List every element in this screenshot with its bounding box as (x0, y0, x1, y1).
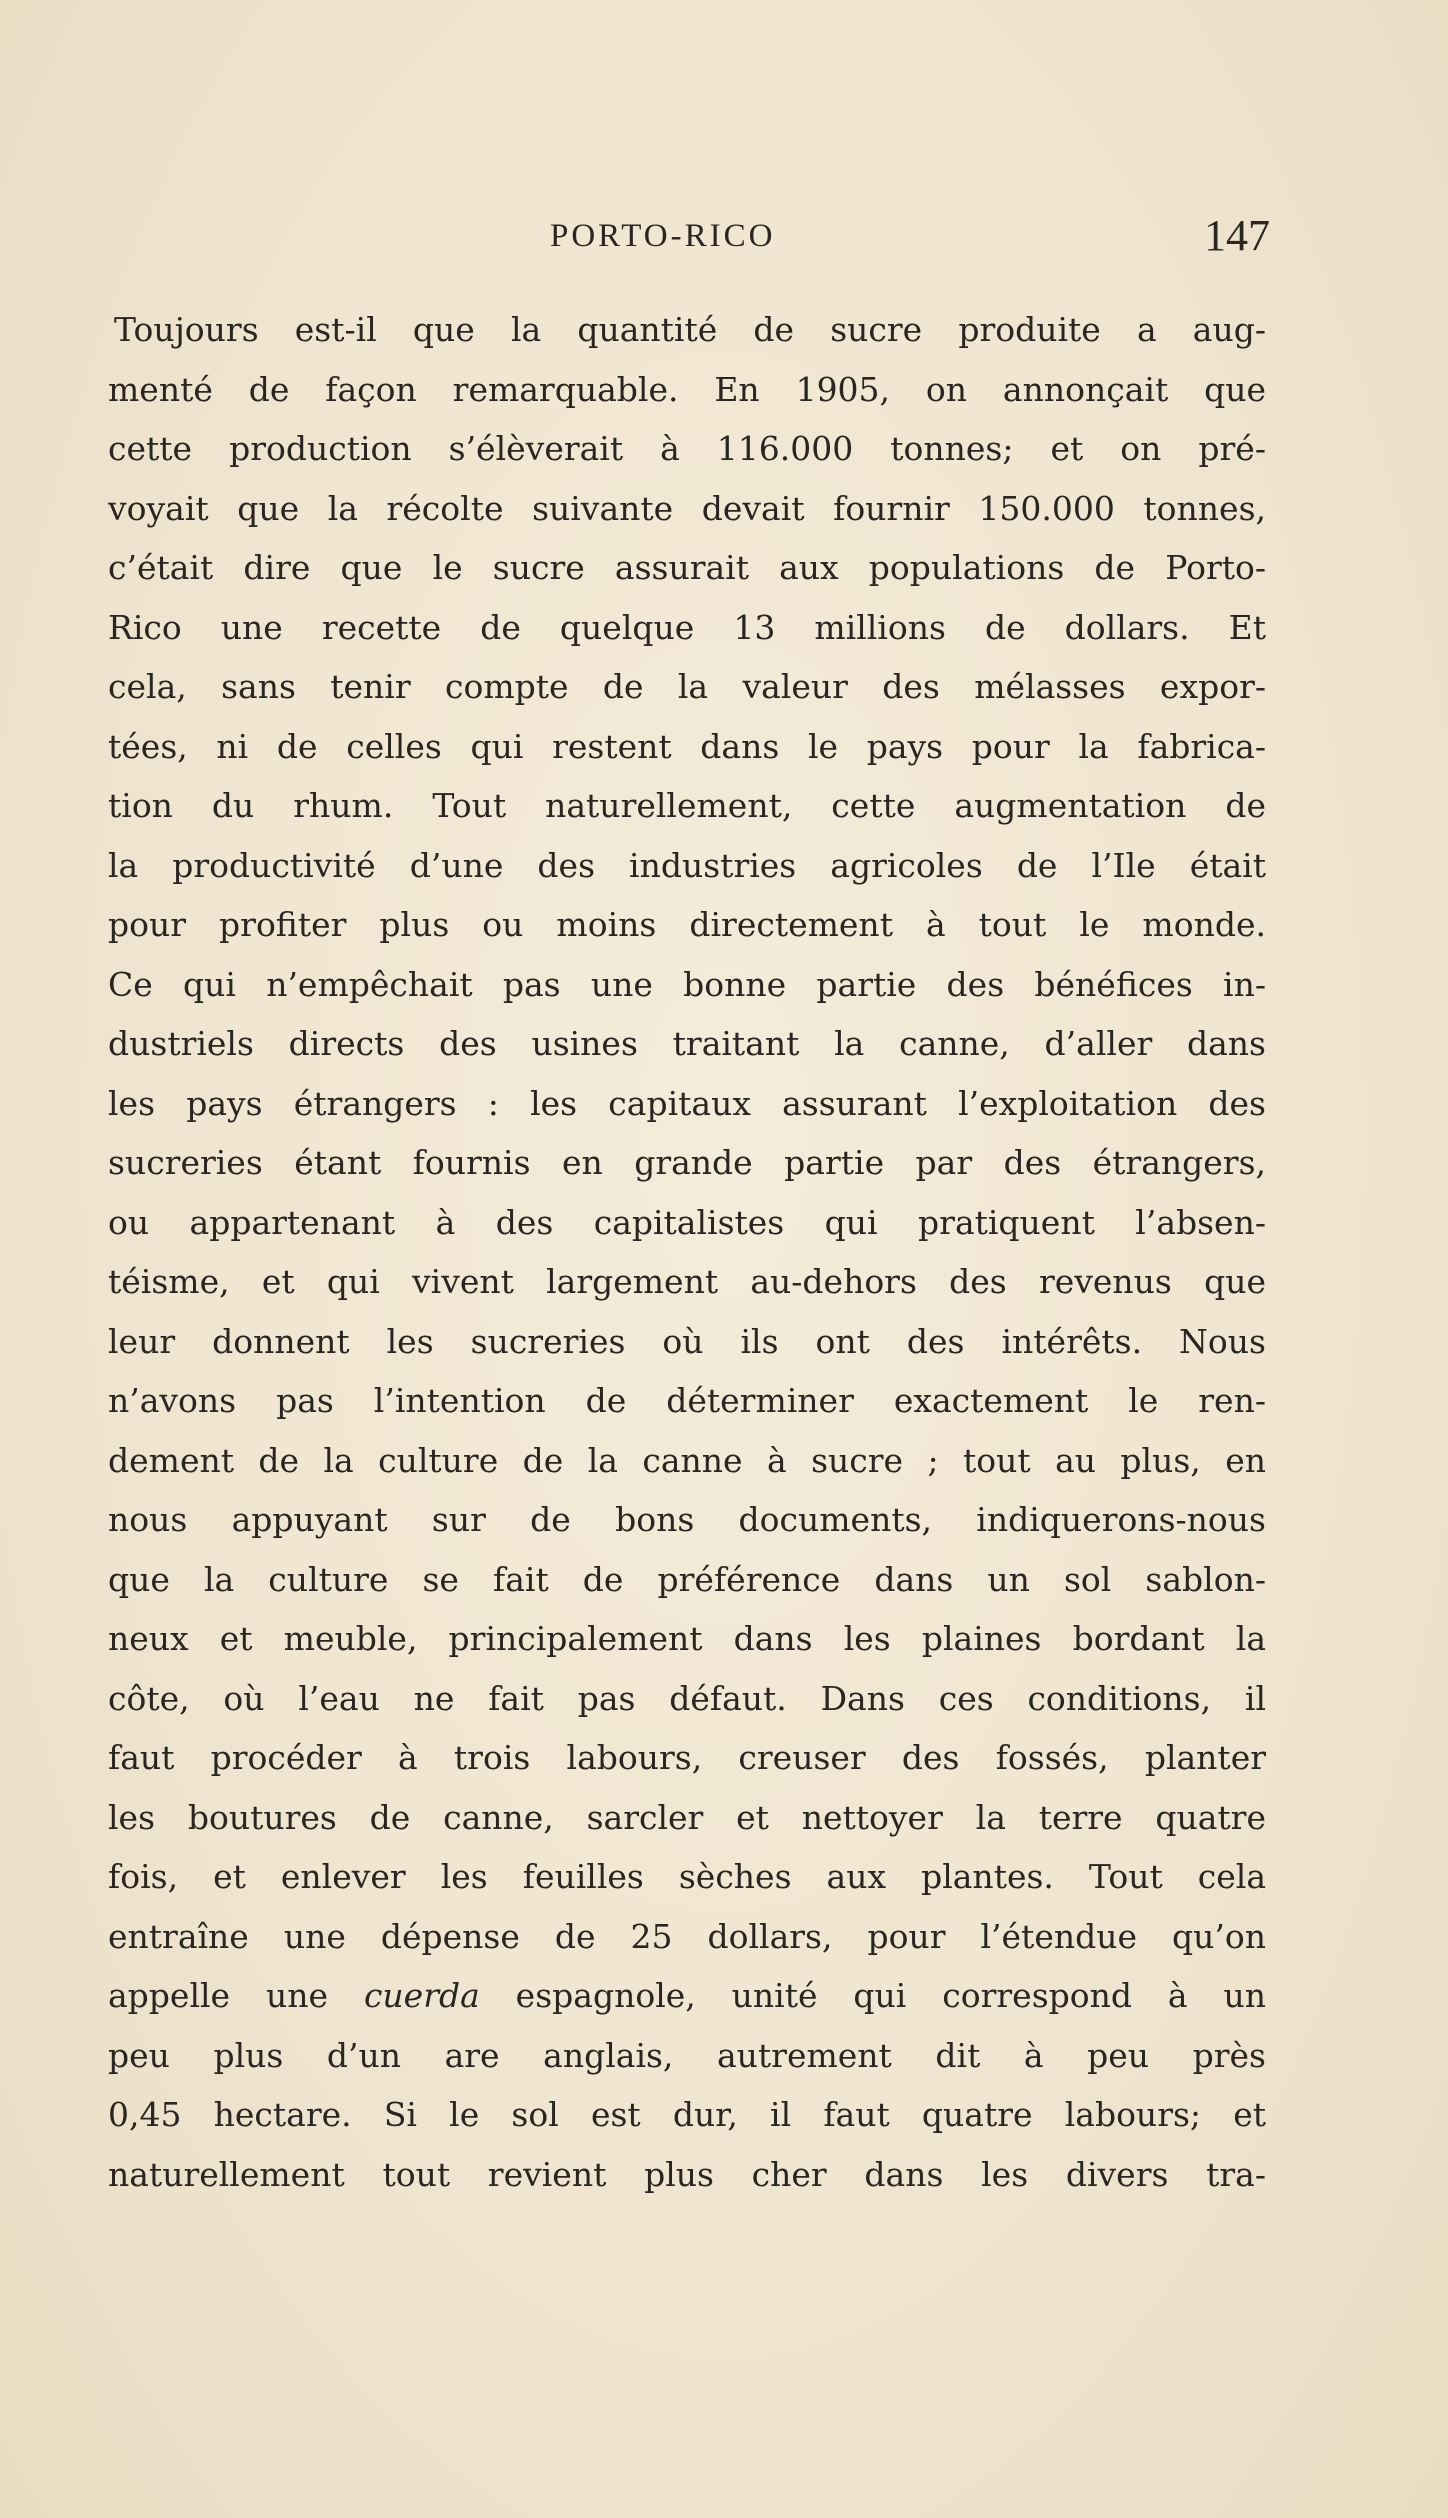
text-line: peu plus d’un are anglais, autrement dit à peu près (108, 2035, 1266, 2075)
text-line: tion du rhum. Tout naturellement, cette augmentation de (108, 786, 1266, 825)
text-line: menté de façon remarquable. En 1905, on annonçait que (108, 369, 1266, 409)
text-line: neux et meuble, principalement dans les plaines bordant la (108, 1619, 1266, 1658)
italic-term: cuerda (363, 1976, 480, 2015)
text-line: ou appartenant à des capitalistes qui pratiquent l’absen- (108, 1202, 1266, 1242)
text-line: nous appuyant sur de bons documents, indiquerons-nous (108, 1500, 1266, 1539)
text-line: fois, et enlever les feuilles sèches aux plantes. Tout cela (108, 1857, 1266, 1896)
text-line: les boutures de canne, sarcler et nettoyer la terre quatre (108, 1797, 1266, 1837)
text-line: côte, où l’eau ne fait pas défaut. Dans ces conditions, il (108, 1678, 1266, 1718)
text-line: pour profiter plus ou moins directement à tout le monde. (108, 905, 1266, 944)
text-line: leur donnent les sucreries où ils ont des intérêts. Nous (108, 1321, 1266, 1361)
text-line-with-italic (108, 1966, 1266, 2026)
text-line: c’était dire que le sucre assurait aux populations de Porto- (108, 548, 1266, 587)
text-line: sucreries étant fournis en grande partie par des étrangers, (108, 1143, 1266, 1182)
text-line: Toujours est-il que la quantité de sucre produite a aug- (114, 310, 1266, 349)
text-line: dement de la culture de la canne à sucre ; tout au plus, en (108, 1440, 1266, 1480)
text-line: 0,45 hectare. Si le sol est dur, il faut quatre labours; et (108, 2095, 1266, 2134)
text-line: faut procéder à trois labours, creuser des fossés, planter (108, 1738, 1266, 1777)
text-line: les pays étrangers : les capitaux assurant l’exploitation des (108, 1083, 1266, 1123)
page-number: 147 (1204, 211, 1270, 260)
body-text (108, 300, 1266, 2204)
text-line: naturellement tout revient plus cher dans les divers tra- (108, 2154, 1266, 2194)
text-line: que la culture se fait de préférence dans un sol sablon- (108, 1559, 1266, 1599)
running-title: PORTO-RICO (550, 218, 776, 254)
text-segment: appelle une (108, 1976, 364, 2015)
text-line: dustriels directs des usines traitant la canne, d’aller dans (108, 1024, 1266, 1063)
text-line: Rico une recette de quelque 13 millions de dollars. Et (108, 607, 1266, 647)
text-line: téisme, et qui vivent largement au-dehors des revenus que (108, 1262, 1266, 1301)
text-line: n’avons pas l’intention de déterminer exactement le ren- (108, 1381, 1266, 1420)
text-segment: espagnole, unité qui correspond à un (479, 1976, 1266, 2015)
text-line: entraîne une dépense de 25 dollars, pour l’étendue qu’on (108, 1916, 1266, 1956)
text-line: tées, ni de celles qui restent dans le pays pour la fabrica- (108, 726, 1266, 766)
text-line: Ce qui n’empêchait pas une bonne partie des bénéfices in- (108, 964, 1266, 1004)
text-line: cette production s’élèverait à 116.000 tonnes; et on pré- (108, 429, 1266, 468)
page-header (120, 210, 1270, 270)
text-line: cela, sans tenir compte de la valeur des mélasses expor- (108, 667, 1266, 706)
text-line: la productivité d’une des industries agricoles de l’Ile était (108, 845, 1266, 885)
text-line: voyait que la récolte suivante devait fournir 150.000 tonnes, (108, 488, 1266, 528)
